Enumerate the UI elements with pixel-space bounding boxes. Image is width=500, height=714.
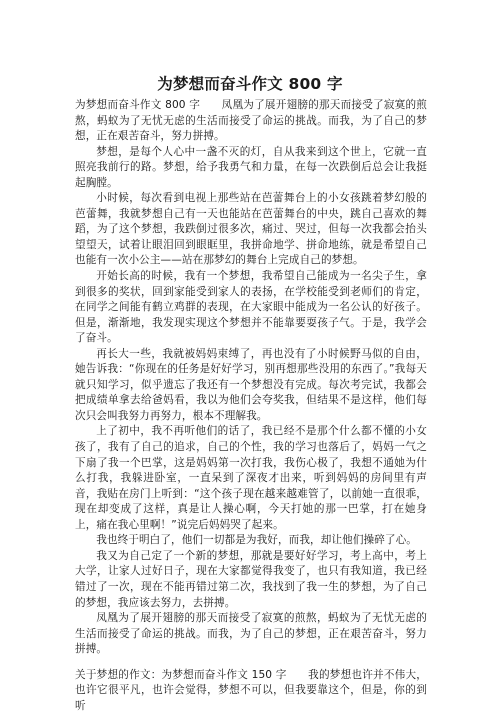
paragraph: 上了初中，我不再听他们的话了，我已经不是那个什么都不懂的小女孩了，我有了自己的追求，自己的个性，我的学习也落后了，妈妈一气之下扇了我一个巴掌，这是妈妈第一次打我，我伤心极了，我想不通她为什么打我，我躲进卧室，一直呆到了深夜才出来，听到妈妈的房间里有声音，我贴在房门上听到：“这个孩子现在越来越难管了，以前她一直很乖，现在却变成了这样，真是让人操心啊，今天打她的那一巴掌，打在她身上，痛在我心里啊！”说完后妈妈哭了起来。	[75, 425, 427, 531]
paragraph: 小时候，每次看到电视上那些站在芭蕾舞台上的小女孩跳着梦幻般的芭蕾舞，我就梦想自己有一天也能站在芭蕾舞台的中央，跳自己喜欢的舞蹈，为了这个梦想，我跌倒过很多次，痛过、哭过，但每一次我都会抬头望望天，试着让眼泪回到眼眶里，我拼命地学、拼命地练，就是希望自己也能有一次小公主——站在那梦幻的舞台上完成自己的梦想。	[75, 192, 427, 267]
paragraph: 开始长高的时候，我有一个梦想，我希望自己能成为一名尖子生，拿到很多的奖状，回到家能受到家人的表扬，在学校能受到老师们的肯定，在同学之间能有鹤立鸡群的表现，在大家眼中能成为一名公认的好孩子。但是，渐渐地，我发现实现这个梦想并不能靠要耍孩子气。于是，我学会了奋斗。	[75, 270, 427, 345]
paragraph-next-article: 关于梦想的作文：为梦想而奋斗作文 150 字 我的梦想也许并不伟大，也许它很平凡，也许会觉得，梦想不可以，但我要靠这个，但是，你的到听	[75, 668, 427, 712]
paragraph-intro: 为梦想而奋斗作文 800 字 凤凰为了展开翅膀的那天而接受了寂寞的煎熬，蚂蚁为了无忧无虑的生活而接受了命运的挑战。而我，为了自己的梦想，正在艰苦奋斗，努力拼搏。	[75, 99, 427, 143]
paragraph: 我也终于明白了，他们一切都是为我好，而我，却让他们操碎了心。	[96, 534, 417, 547]
document-body	[75, 98, 427, 714]
paragraph: 梦想，是每个人心中一盏不灭的灯，自从我来到这个世上，它就一直照亮我前行的路。梦想，给予我勇气和力量，在每一次跌倒后总会让我挺起胸膛。	[75, 145, 427, 189]
paragraph: 凤凰为了展开翅膀的那天而接受了寂寞的煎熬，蚂蚁为了无忧无虑的生活而接受了命运的挑战。而我，为了自己的梦想，正在艰苦奋斗，努力拼搏。	[75, 612, 427, 656]
paragraph: 再长大一些，我就被妈妈束缚了，再也没有了小时候野马似的自由，她告诉我：“你现在的任务是好好学习，别再想那些没用的东西了。”我每天就只知学习，似乎遗忘了我还有一个梦想没有完成。每次考完试，我都会把成绩单拿去给爸妈看，我以为他们会夸奖我，但结果不是这样，他们每次只会叫我努力再努力，根本不理解我。	[75, 347, 427, 422]
document-title: 为梦想而奋斗作文 800 字	[157, 75, 343, 93]
paragraph: 我又为自己定了一个新的梦想，那就是要好好学习，考上高中，考上大学，让家人过好日子，现在大家都觉得我变了，也只有我知道，我已经错过了一次，现在不能再错过第二次，我找到了我一生的梦想，为了自己的梦想，我应该去努力，去拼搏。	[75, 549, 427, 609]
